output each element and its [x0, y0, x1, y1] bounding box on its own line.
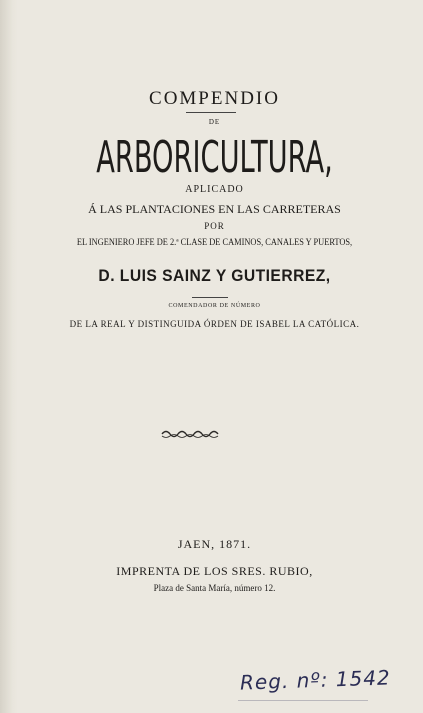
place-and-year: JAEN, 1871. [177, 537, 252, 551]
por-line: POR [204, 221, 225, 231]
author-credential: EL INGENIERO JEFE DE 2.ª CLASE DE CAMINOS, CANALES Y PUERTOS, [76, 237, 353, 247]
de-connector: DE [208, 118, 221, 126]
aplicado-line: APLICADO [185, 184, 244, 195]
ornament-icon [160, 428, 222, 440]
handwritten-registry-number: Reg. nº: 1542 [239, 665, 392, 695]
divider-rule-small [192, 297, 228, 298]
order-line: DE LA REAL Y DISTINGUIDA ÓRDEN DE ISABEL LA CATÓLICA. [69, 319, 360, 329]
compendio-heading: COMPENDIO [149, 88, 280, 109]
subtitle-plantaciones: Á LAS PLANTACIONES EN LAS CARRETERAS [88, 202, 341, 216]
divider-rule [186, 112, 236, 113]
printer-address: Plaza de Santa María, número 12. [153, 583, 276, 593]
printer-name: IMPRENTA DE LOS SRES. RUBIO, [116, 564, 313, 578]
comendador-line: COMENDADOR DE NÚMERO [168, 303, 261, 309]
book-title: ARBORICULTURA, [96, 132, 333, 183]
author-name: D. LUIS SAINZ Y GUTIERREZ, [98, 266, 331, 285]
handwriting-baseline [238, 700, 368, 701]
